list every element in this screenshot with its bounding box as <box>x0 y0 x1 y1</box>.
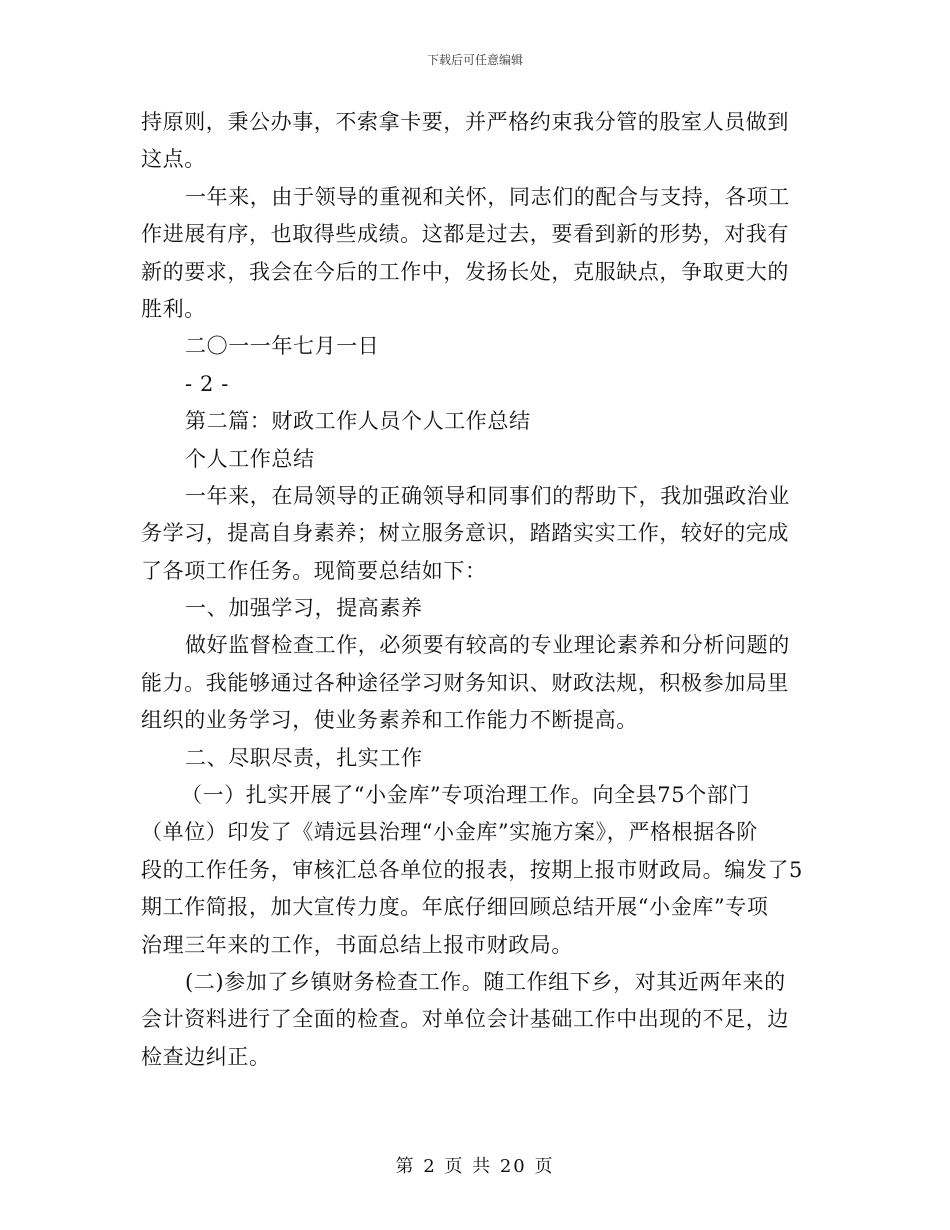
paragraph-line: （一）扎实开展了“小金库”专项治理工作。向全县75个部门 <box>181 783 750 808</box>
paragraph-line: 期工作简报，加大宣传力度。年底仔细回顾总结开展“小金库”专项 <box>141 895 769 920</box>
paragraph-line: 组织的业务学习，使业务素养和工作能力不断提高。 <box>141 708 638 733</box>
page-header: 下载后可任意编辑 <box>426 53 523 67</box>
paragraph-line: 段的工作任务，审核汇总各单位的报表，按期上报市财政局。编发了5 <box>141 857 803 882</box>
paragraph-line: （单位）印发了《靖远县治理“小金库”实施方案》，严格根据各阶 <box>141 820 758 845</box>
page-number-marker: - 2 - <box>185 371 229 396</box>
paragraph-line: 了各项工作任务。现简要总结如下： <box>141 558 487 583</box>
paragraph-line: 务学习，提高自身素养；树立服务意识，踏踏实实工作，较好的完成 <box>141 521 789 546</box>
paragraph-line: 持原则，秉公办事，不索拿卡要，并严格约束我分管的股室人员做到 <box>141 110 789 134</box>
paragraph-line: 做好监督检查工作，必须要有较高的专业理论素养和分析问题的 <box>185 633 790 658</box>
page-footer: 第 2 页 共 20 页 <box>395 1156 555 1177</box>
paragraph-line: (二)参加了乡镇财务检查工作。随工作组下乡，对其近两年来的 <box>185 969 786 994</box>
paragraph-line: 会计资料进行了全面的检查。对单位会计基础工作中出现的不足，边 <box>141 1007 789 1032</box>
heading-strengthen-learning: 一、加强学习，提高素养 <box>185 596 423 621</box>
paragraph-line: 一年来，在局领导的正确领导和同事们的帮助下，我加强政治业 <box>185 483 790 508</box>
section-title: 第二篇：财政工作人员个人工作总结 <box>185 409 531 434</box>
paragraph-line: 作进展有序，也取得些成绩。这都是过去，要看到新的形势，对我有 <box>141 222 789 247</box>
heading-dutiful-work: 二、尽职尽责，扎实工作 <box>185 745 423 770</box>
paragraph-line: 这点。 <box>141 147 206 172</box>
paragraph-line: 能力。我能够通过各种途径学习财务知识、财政法规，积极参加局里 <box>141 670 789 695</box>
paragraph-line: 治理三年来的工作，书面总结上报市财政局。 <box>141 932 573 957</box>
paragraph-line: 检查边纠正。 <box>141 1044 271 1069</box>
paragraph-line: 胜利。 <box>141 296 206 321</box>
paragraph-line: 一年来，由于领导的重视和关怀，同志们的配合与支持，各项工 <box>185 184 790 209</box>
paragraph-line: 新的要求，我会在今后的工作中，发扬长处，克服缺点，争取更大的 <box>141 259 789 284</box>
document-body <box>141 104 816 1076</box>
subsection-title: 个人工作总结 <box>185 446 315 471</box>
date-line: 二〇一一年七月一日 <box>185 334 380 359</box>
